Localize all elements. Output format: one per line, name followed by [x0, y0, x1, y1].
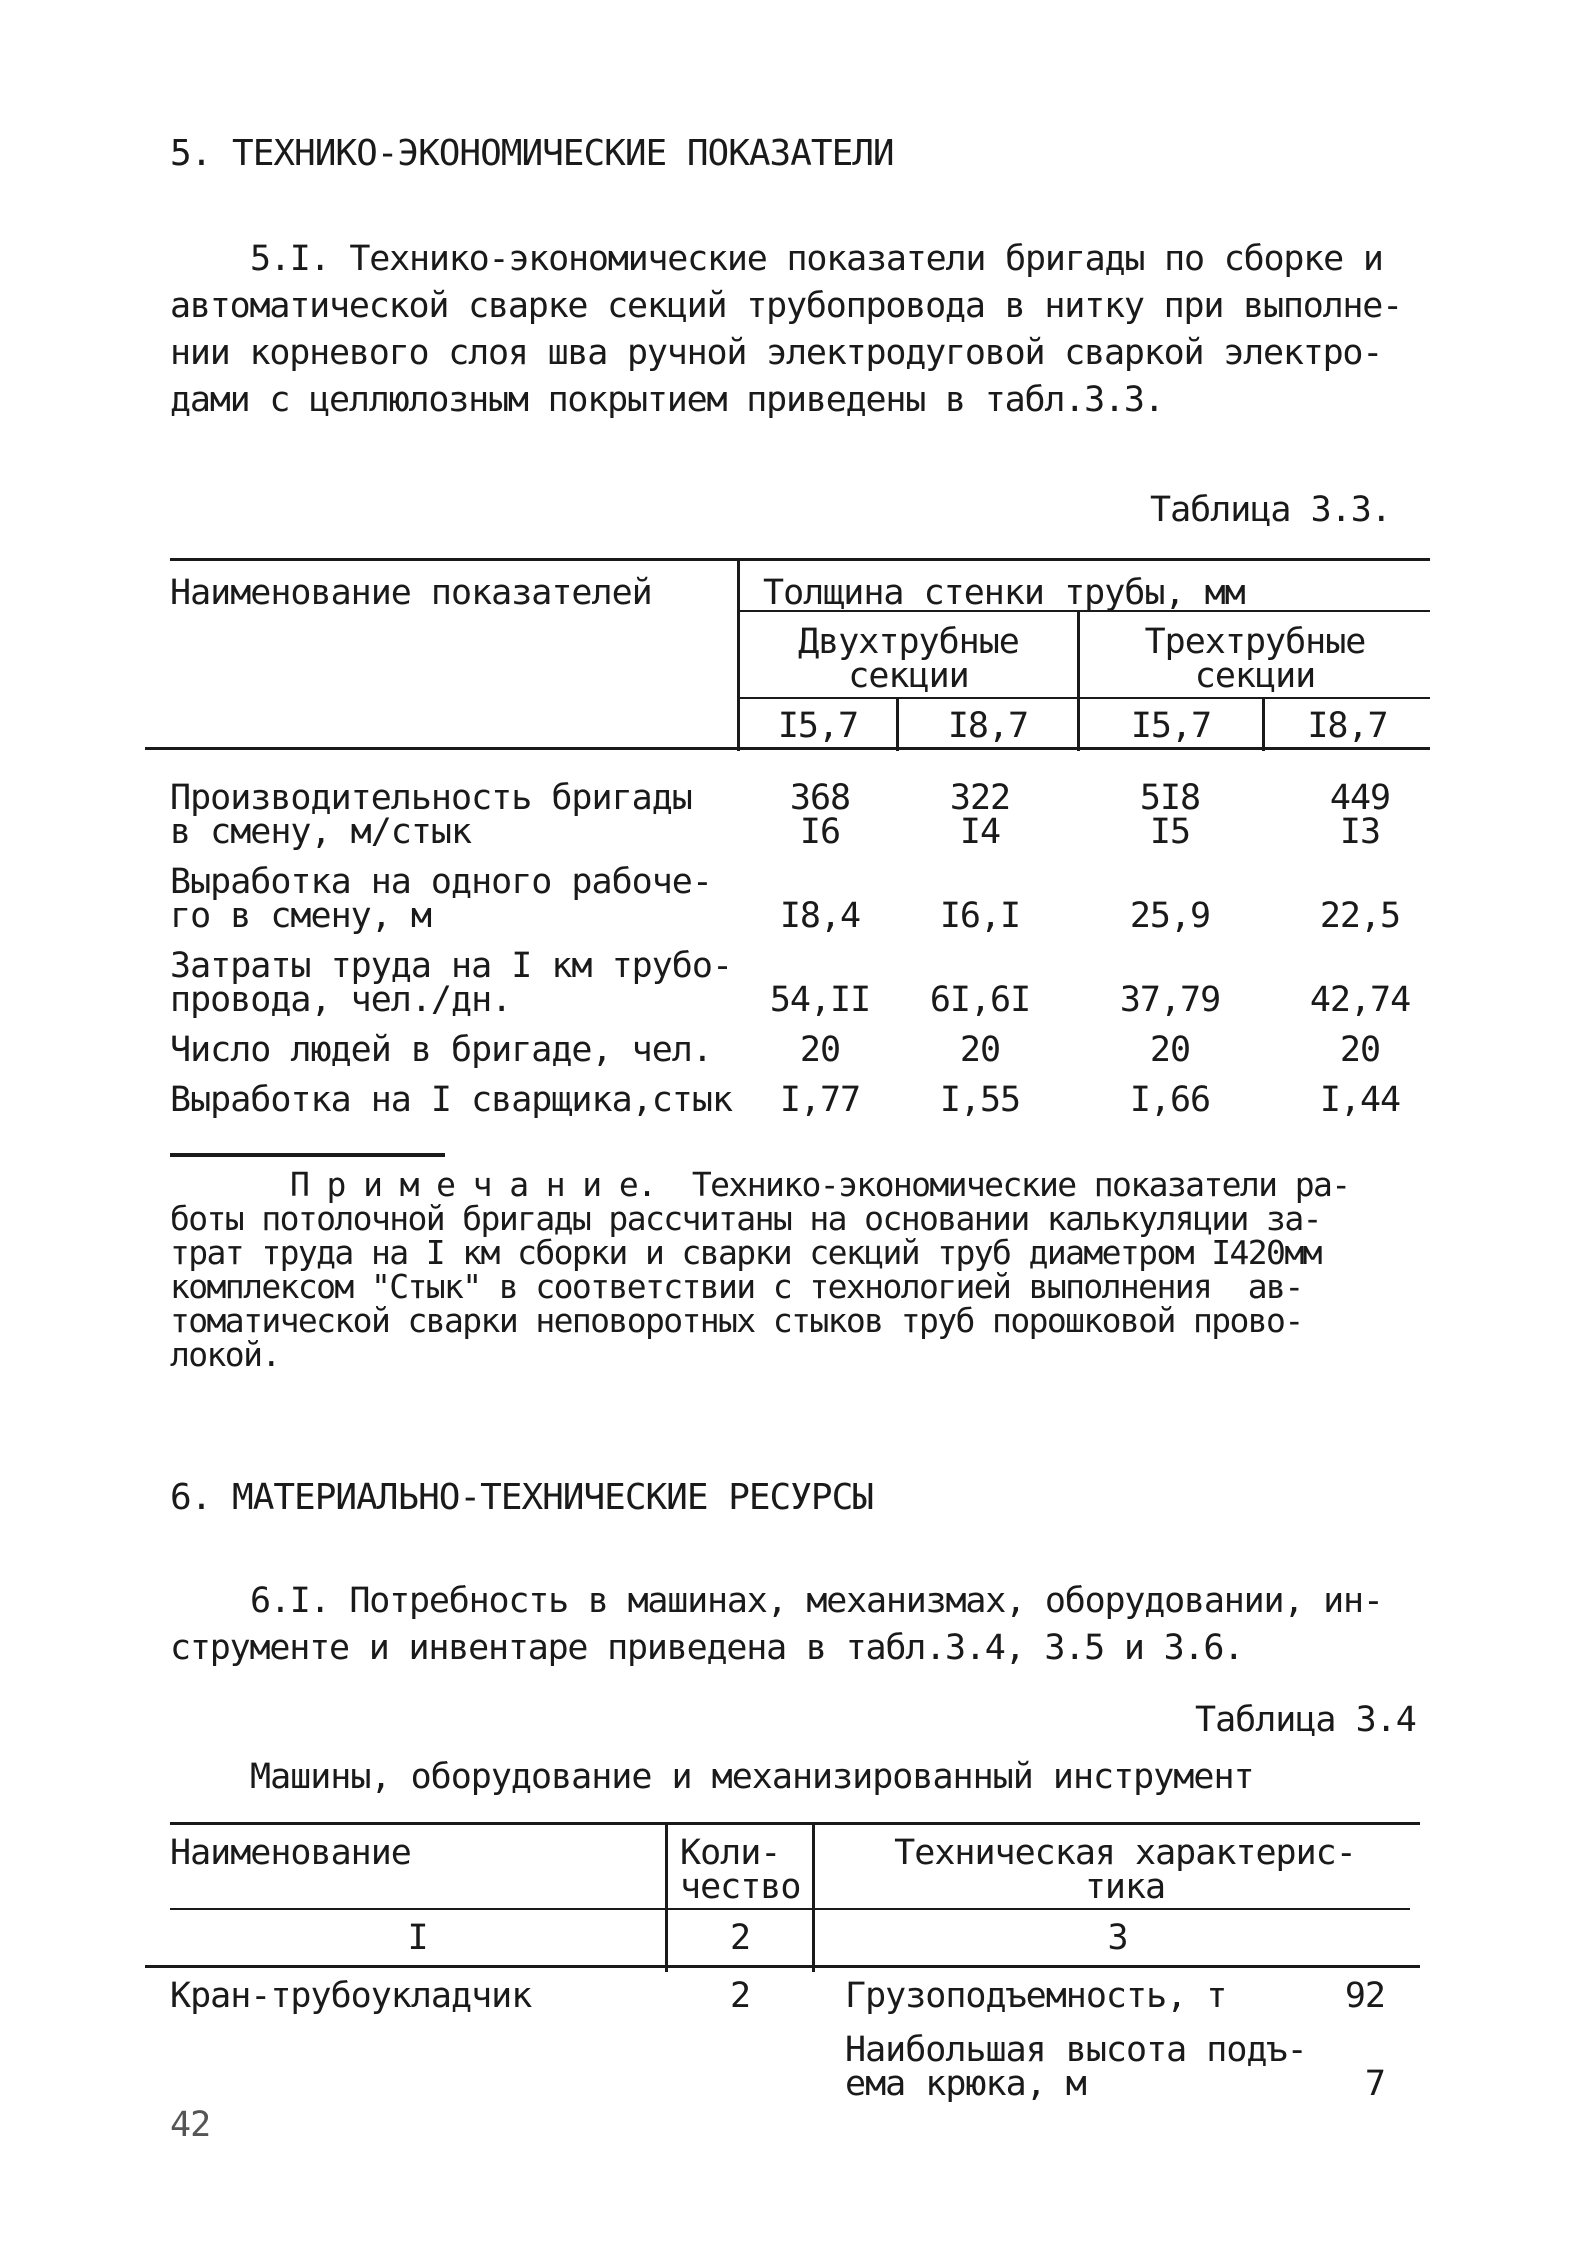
table-cell: 54,II — [769, 980, 871, 1020]
row-label: Число людей в бригаде, чел. — [170, 1030, 712, 1070]
group-header-two-pipe: секции — [848, 656, 969, 696]
table-cell: I5 — [1149, 812, 1191, 852]
para-line: автоматической сварке секций трубопровода в нитку при выполне- — [170, 286, 1403, 326]
para-line: нии корневого слоя шва ручной электродуговой сваркой электро- — [170, 333, 1383, 373]
col-number: 3 — [1107, 1918, 1128, 1958]
table-cell: I,55 — [939, 1080, 1021, 1120]
spec-label: ема крюка, м — [845, 2064, 1086, 2104]
col-header-tech: Техническая характерис- — [894, 1833, 1356, 1873]
para-line: 5.I. Технико-экономические показатели бригады по сборке и — [250, 239, 1383, 279]
group-header-two-pipe: Двухтрубные — [798, 622, 1019, 662]
col-number: 2 — [729, 1918, 751, 1958]
table-cell: 6I,6I — [929, 980, 1031, 1020]
table-rule — [737, 697, 1430, 699]
col-header-thickness-value: I5,7 — [1130, 706, 1212, 746]
col-header-thickness-value: I5,7 — [777, 706, 859, 746]
col-header-name: Наименование показателей — [170, 573, 652, 613]
spec-label: Грузоподъемность, т — [845, 1976, 1227, 2016]
table-3-4-caption: Таблица 3.4 — [1195, 1700, 1416, 1740]
col-header-qty: Коли- — [680, 1833, 781, 1873]
table-cell: I3 — [1339, 812, 1381, 852]
col-header-name: Наименование — [170, 1833, 411, 1873]
table-cell: I6 — [799, 812, 841, 852]
col-header-tech: тика — [1084, 1867, 1166, 1907]
para-line: струменте и инвентаре приведена в табл.3.4, 3.5 и 3.6. — [170, 1628, 1244, 1668]
table-note — [170, 1165, 1470, 1374]
group-header-three-pipe: Трехтрубные — [1144, 622, 1366, 662]
table-cell: 2 — [729, 1976, 751, 2016]
table-rule — [170, 558, 1430, 561]
row-label: Кран-трубоукладчик — [170, 1976, 532, 2016]
row-label: Выработка на одного рабоче- — [170, 862, 712, 902]
para-line: 6.I. Потребность в машинах, механизмах, оборудовании, ин- — [250, 1581, 1383, 1621]
group-header-three-pipe: секции — [1194, 656, 1316, 696]
table-rule — [145, 1965, 1420, 1968]
table-cell: 368 — [789, 778, 851, 818]
col-header-thickness: Толщина стенки трубы, мм — [763, 573, 1245, 613]
table-rule — [145, 747, 1430, 750]
note-line: П р и м е ч а н и е. Технико-экономические показатели ра- — [290, 1165, 1350, 1204]
spec-value: 92 — [1344, 1976, 1385, 2016]
section-6-heading: 6. МАТЕРИАЛЬНО-ТЕХНИЧЕСКИЕ РЕСУРСЫ — [170, 1477, 873, 1518]
table-cell: 20 — [799, 1030, 841, 1070]
table-cell: I6,I — [939, 896, 1021, 936]
row-label: го в смену, м — [170, 896, 431, 936]
table-cell: 20 — [1149, 1030, 1191, 1070]
row-label: Производительность бригады — [170, 778, 692, 818]
section-6-paragraph — [170, 1578, 1420, 1672]
table-3-3-caption: Таблица 3.3. — [1150, 490, 1391, 530]
note-line: комплексом "Стык" в соответствии с технологией выполнения ав- — [170, 1267, 1303, 1306]
spec-label: Наибольшая высота подъ- — [845, 2030, 1307, 2070]
table-rule — [170, 1822, 1420, 1825]
col-header-thickness-value: I8,7 — [947, 706, 1029, 746]
table-cell: 42,74 — [1309, 980, 1411, 1020]
table-cell: 322 — [949, 778, 1011, 818]
col-header-thickness-value: I8,7 — [1307, 706, 1388, 746]
note-line: локой. — [170, 1335, 280, 1374]
footnote-rule — [170, 1153, 445, 1157]
row-label: Затраты труда на I км трубо- — [170, 946, 733, 986]
note-line: трат труда на I км сборки и сварки секций труб диаметром I420мм — [170, 1233, 1321, 1272]
note-line: боты потолочной бригады рассчитаны на основании калькуляции за- — [170, 1199, 1321, 1238]
row-label: в смену, м/стык — [170, 812, 472, 852]
page-number: 42 — [170, 2105, 211, 2145]
table-cell: 37,79 — [1119, 980, 1221, 1020]
table-cell: 20 — [959, 1030, 1001, 1070]
table-3-4-title: Машины, оборудование и механизированный инструмент — [250, 1757, 1254, 1797]
table-cell: 22,5 — [1319, 896, 1401, 936]
table-cell: 5I8 — [1139, 778, 1201, 818]
table-cell: 25,9 — [1129, 896, 1211, 936]
table-cell: 20 — [1339, 1030, 1381, 1070]
table-cell: 449 — [1329, 778, 1391, 818]
col-header-qty: чество — [680, 1867, 801, 1907]
spec-value: 7 — [1364, 2064, 1385, 2104]
table-rule — [170, 1908, 1410, 1910]
table-cell: I,77 — [779, 1080, 861, 1120]
row-label: провода, чел./дн. — [170, 980, 512, 1020]
table-cell: I,44 — [1319, 1080, 1401, 1120]
table-cell: I4 — [959, 812, 1001, 852]
col-number: I — [407, 1918, 428, 1958]
row-label: Выработка на I сварщика,стык — [170, 1080, 733, 1120]
section-5-heading: 5. ТЕХНИКО-ЭКОНОМИЧЕСКИЕ ПОКАЗАТЕЛИ — [170, 133, 894, 174]
table-cell: I8,4 — [779, 896, 861, 936]
note-line: томатической сварки неповоротных стыков труб порошковой прово- — [170, 1301, 1303, 1340]
para-line: дами с целлюлозным покрытием приведены в табл.3.3. — [170, 380, 1164, 420]
section-5-paragraph — [170, 236, 1420, 424]
table-cell: I,66 — [1129, 1080, 1211, 1120]
